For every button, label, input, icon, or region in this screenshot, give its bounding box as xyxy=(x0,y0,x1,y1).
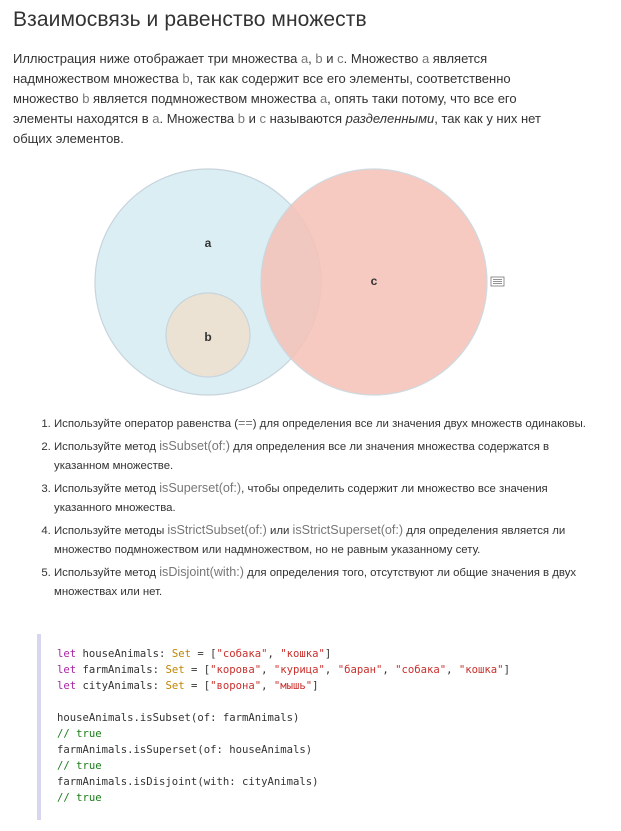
code-block xyxy=(37,634,601,820)
code-string: "корова" xyxy=(210,664,262,676)
inline-set-b: b xyxy=(82,91,90,106)
code-call: farmAnimals.isSuperset(of: houseAnimals) xyxy=(57,744,313,756)
step-text: для определения того, отсутствуют ли общие значения в двух множествах или нет. xyxy=(54,567,577,598)
code-string: "баран" xyxy=(337,664,383,676)
list-item xyxy=(54,521,599,560)
code-identifier: farmAnimals: xyxy=(76,664,166,676)
inline-set-b: b xyxy=(237,111,246,126)
intro-text: . Множество xyxy=(343,51,422,66)
inline-set-a: a xyxy=(152,111,160,126)
image-caption-icon xyxy=(491,277,504,286)
set-b-label: b xyxy=(204,330,212,344)
intro-text: и xyxy=(322,51,338,66)
step-text: Используйте оператор равенства ( xyxy=(54,418,238,430)
code-comment: // true xyxy=(57,760,102,772)
intro-emphasis: разделенными xyxy=(345,111,435,126)
code-type: Set xyxy=(165,680,185,692)
code-string: "кошка" xyxy=(458,664,504,676)
code-string: "собака" xyxy=(395,664,447,676)
page-title: Взаимосвязь и равенство множеств xyxy=(13,8,367,31)
list-item xyxy=(54,479,599,518)
intro-text: является надмножеством множества xyxy=(13,51,488,86)
code-punct: , xyxy=(324,664,338,676)
code-punct: = [ xyxy=(184,664,211,676)
inline-set-a: a xyxy=(421,51,430,66)
code-punct: ] xyxy=(503,664,510,676)
code-string: "курица" xyxy=(273,664,325,676)
inline-set-a: a xyxy=(319,91,328,106)
inline-code: isSubset(of:) xyxy=(159,439,230,453)
intro-text: , опять таки потому, что все его элементы находятся в xyxy=(13,91,517,126)
intro-text: Иллюстрация ниже отображает три множества xyxy=(13,51,301,66)
code-keyword: let xyxy=(57,680,77,692)
intro-text: , так как у них нет общих элементов. xyxy=(13,111,541,146)
inline-code: isStrictSuperset(of:) xyxy=(292,523,404,537)
venn-diagram xyxy=(0,160,621,410)
step-text: Используйте метод xyxy=(54,441,160,453)
step-text: или xyxy=(266,525,293,537)
code-string: "собака" xyxy=(216,648,268,660)
set-c-label: c xyxy=(370,274,378,288)
code-punct: , xyxy=(446,664,459,676)
list-item xyxy=(54,437,599,476)
step-text: Используйте метод xyxy=(54,567,160,579)
code-type: Set xyxy=(165,664,185,676)
step-text: , чтобы определить содержит ли множество все значения указанного множества. xyxy=(54,483,548,514)
code-keyword: let xyxy=(57,648,77,660)
code-punct: , xyxy=(382,664,396,676)
code-identifier: houseAnimals: xyxy=(76,648,172,660)
intro-text: , так как содержит все его элементы, соответственно множество xyxy=(13,71,511,106)
intro-text: и xyxy=(245,111,260,126)
code-punct: , xyxy=(261,664,274,676)
code-punct: ] xyxy=(324,648,332,660)
step-text: для определения все ли значения множества содержатся в указанном множестве. xyxy=(54,441,550,472)
inline-code: isDisjoint(with:) xyxy=(159,565,244,579)
list-item xyxy=(54,414,599,434)
inline-set-b: b xyxy=(182,71,190,86)
code-string: "ворона" xyxy=(210,680,262,692)
step-text: для определения является ли множество подмножеством или надмножеством, но не равным указанному сету. xyxy=(54,525,566,556)
code-string: "кошка" xyxy=(280,648,325,660)
inline-set-c: c xyxy=(337,51,344,66)
step-text: Используйте метод xyxy=(54,483,160,495)
intro-text: , xyxy=(308,51,316,66)
code-punct: ] xyxy=(312,680,319,692)
code-punct: , xyxy=(261,680,274,692)
intro-text: . Множества xyxy=(159,111,238,126)
step-text: Используйте методы xyxy=(54,525,168,537)
code-identifier: cityAnimals: xyxy=(76,680,166,692)
methods-list xyxy=(36,414,599,605)
code-call: houseAnimals.isSubset(of: farmAnimals) xyxy=(57,712,300,724)
inline-code: isSuperset(of:) xyxy=(159,481,242,495)
code-call: farmAnimals.isDisjoint(with: cityAnimals) xyxy=(57,776,319,788)
inline-code: == xyxy=(238,416,253,430)
list-item xyxy=(54,563,599,602)
code-type: Set xyxy=(171,648,191,660)
code-keyword: let xyxy=(57,664,77,676)
intro-text: является подмножеством множества xyxy=(89,91,320,106)
inline-set-b: b xyxy=(315,51,323,66)
code-listing xyxy=(57,646,510,806)
set-a-label: a xyxy=(204,236,212,250)
inline-set-a: a xyxy=(300,51,309,66)
step-text: ) для определения все ли значения двух множеств одинаковы. xyxy=(252,418,586,430)
code-comment: // true xyxy=(57,728,102,740)
code-punct: = [ xyxy=(184,680,211,692)
inline-code: isStrictSubset(of:) xyxy=(167,523,267,537)
code-comment: // true xyxy=(57,792,102,804)
intro-paragraph xyxy=(13,49,573,149)
intro-text: называются xyxy=(266,111,346,126)
code-punct: , xyxy=(267,648,281,660)
code-punct: = [ xyxy=(190,648,217,660)
code-string: "мышь" xyxy=(273,680,313,692)
inline-set-c: c xyxy=(259,111,267,126)
